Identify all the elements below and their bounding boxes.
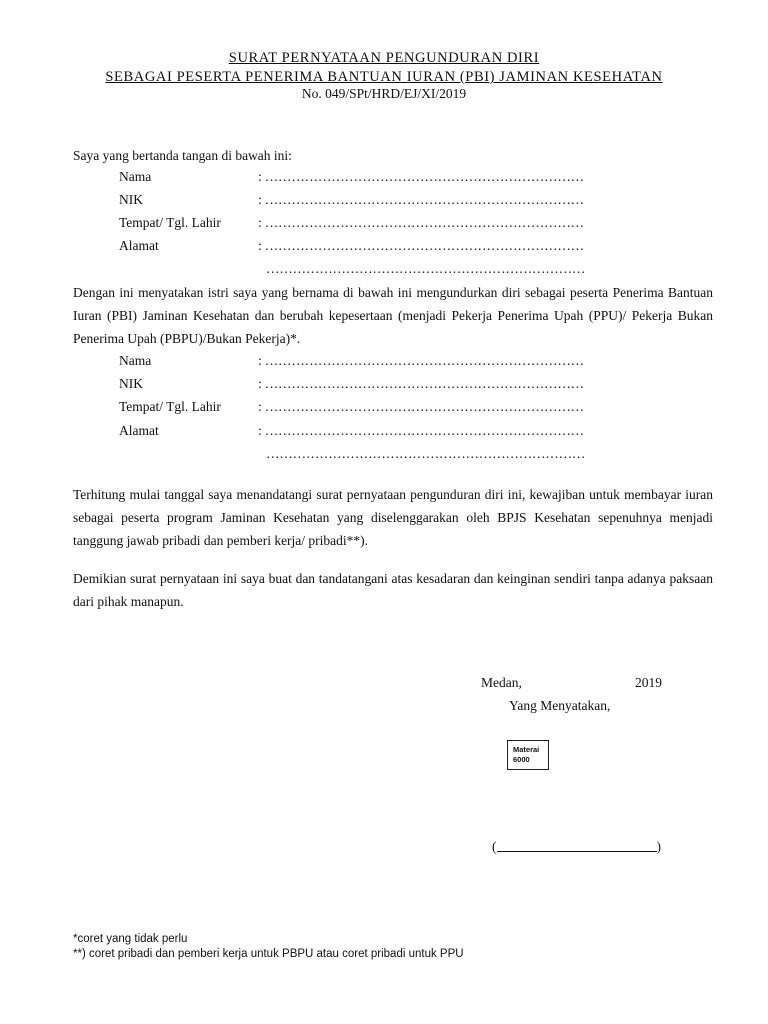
- signature-line: [492, 838, 661, 855]
- field-row-birth: [119, 212, 584, 234]
- field-label: Tempat/ Tgl. Lahir: [119, 399, 221, 414]
- field-label: Nama: [119, 169, 152, 184]
- field-row-name: [119, 166, 584, 188]
- signature-open-paren: (: [492, 839, 497, 854]
- paragraph-obligation: Terhitung mulai tanggal saya menandatangi surat pernyataan pengunduran diri ini, kewajiban untuk membayar iuran sebagai peserta program Jaminan Kesehatan yang diselenggarakan oleh BPJS Kesehatan sepenuhnya menjadi tanggung jawab pribadi dan pemberi kerja/ pribadi**).: [73, 487, 713, 548]
- document-title: SURAT PERNYATAAN PENGUNDURAN DIRI: [228, 50, 540, 66]
- field-row-birth: [119, 396, 584, 418]
- field-dots: : ………………………………………………………………: [258, 423, 584, 438]
- document-subtitle: SEBAGAI PESERTA PENERIMA BANTUAN IURAN (PBI) JAMINAN KESEHATAN: [105, 69, 663, 85]
- paragraph-resignation: Dengan ini menyatakan istri saya yang bernama di bawah ini mengundurkan diri sebagai peserta Penerima Bantuan Iuran (PBI) Jaminan Kesehatan dan berubah kepesertaan (menjadi Pekerja Penerima Upah (PPU)/ Pekerja Bukan Penerima Upah (PBPU)/Bukan Pekerja)*.: [73, 285, 713, 346]
- field-row-address: [119, 420, 584, 442]
- field-row-nik: [119, 373, 584, 395]
- signature-close-paren: ): [656, 839, 661, 854]
- field-dots: : ………………………………………………………………: [258, 169, 584, 184]
- field-dots-continuation: ………………………………………………………………: [266, 446, 586, 461]
- field-label: Alamat: [119, 238, 159, 253]
- intro-text: Saya yang bertanda tangan di bawah ini:: [73, 148, 292, 163]
- field-dots: : ………………………………………………………………: [258, 353, 584, 368]
- stamp-label: Materai: [513, 745, 540, 754]
- footnote-1: *coret yang tidak perlu: [73, 933, 188, 945]
- field-label: Tempat/ Tgl. Lahir: [119, 215, 221, 230]
- signature-declarant: Yang Menyatakan,: [509, 698, 611, 713]
- field-dots-continuation: ………………………………………………………………: [266, 261, 586, 276]
- field-row-address: [119, 235, 584, 257]
- field-dots: : ………………………………………………………………: [258, 376, 584, 391]
- field-row-name: [119, 350, 584, 372]
- stamp-value: 6000: [513, 755, 530, 764]
- field-row-nik: [119, 189, 584, 211]
- field-label: NIK: [119, 376, 143, 391]
- field-dots: : ………………………………………………………………: [258, 215, 584, 230]
- field-label: Alamat: [119, 423, 159, 438]
- field-dots: : ………………………………………………………………: [258, 192, 584, 207]
- field-label: Nama: [119, 353, 152, 368]
- paragraph-closing: Demikian surat pernyataan ini saya buat dan tandatangani atas kesadaran dan keinginan sendiri tanpa adanya paksaan dari pihak manapun.: [73, 571, 713, 609]
- field-dots: : ………………………………………………………………: [258, 238, 584, 253]
- stamp-duty-box: [507, 740, 549, 770]
- field-label: NIK: [119, 192, 143, 207]
- document-number: No. 049/SPt/HRD/EJ/XI/2019: [301, 86, 467, 101]
- signature-blank: [497, 838, 657, 852]
- signature-place: Medan,: [481, 675, 522, 690]
- footnote-2: **) coret pribadi dan pemberi kerja untuk PBPU atau coret pribadi untuk PPU: [73, 948, 464, 960]
- field-dots: : ………………………………………………………………: [258, 399, 584, 414]
- signature-year: 2019: [635, 675, 662, 690]
